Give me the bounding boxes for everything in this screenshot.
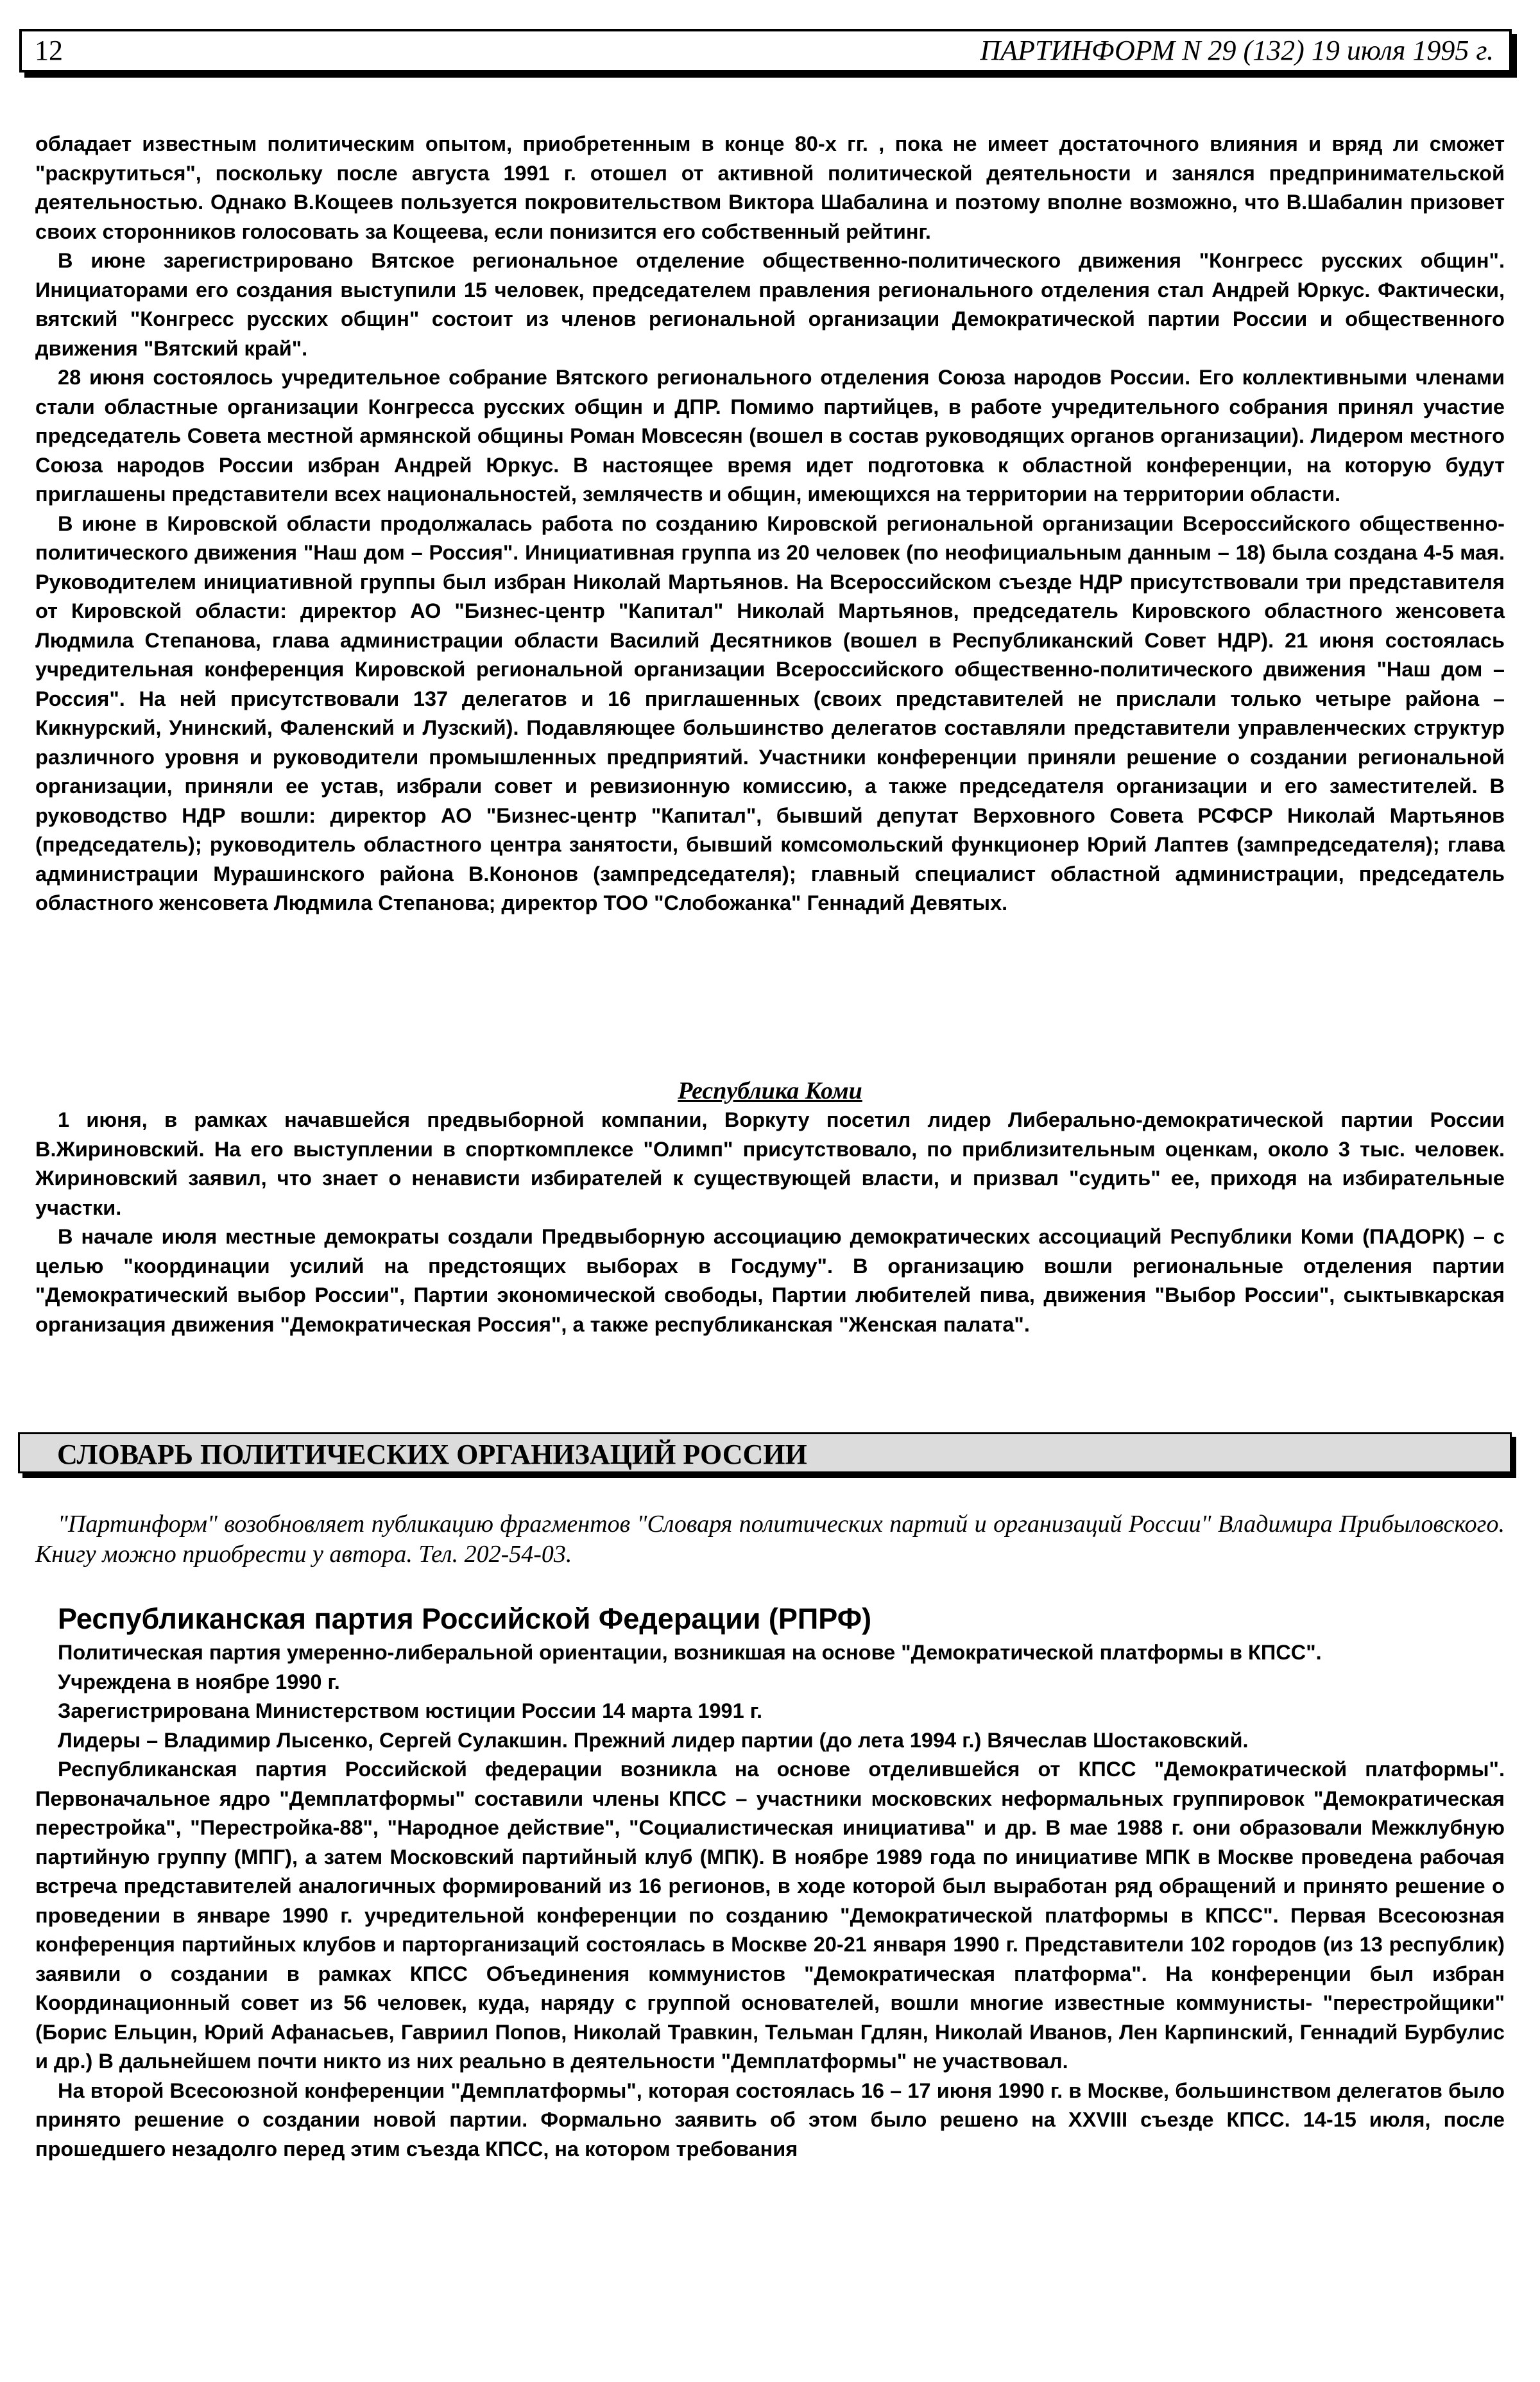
paragraph: обладает известным политическим опытом, приобретенным в конце 80-х гг. , пока не имеет достаточного влияния и вряд ли сможет "раскрутиться", поскольку после августа 1991 г. отошел от активной политической деятельности и занялся предпринимательской деятельностью. Однако В.Кощеев пользуется покровительством Виктора Шабалина и поэтому вполне возможно, что В.Шабалин призовет своих сторонников голосовать за Кощеева, если понизится его собственный рейтинг. (35, 132, 1505, 243)
paragraph: В июне зарегистрировано Вятское региональное отделение общественно-политического движения "Конгресс русских общин". Инициаторами его создания выступили 15 человек, председателем правления регионального отделения стал Андрей Юркус. Фактически, вятский "Конгресс русских общин" состоит из членов региональной организации Демократической партии России и общественного движения "Вятский край". (35, 249, 1505, 360)
paragraph: Лидеры – Владимир Лысенко, Сергей Сулакшин. Прежний лидер партии (до лета 1994 г.) Вячеслав Шостаковский. (58, 1728, 1249, 1752)
dictionary-entry (35, 1638, 1505, 2164)
article-kirov (35, 130, 1505, 918)
publication-title: ПАРТИНФОРМ N 29 (132) 19 июля 1995 г. (980, 35, 1494, 66)
page-header (19, 29, 1512, 73)
article-komi (35, 1106, 1505, 1339)
paragraph: Учреждена в ноябре 1990 г. (58, 1670, 340, 1693)
paragraph: Политическая партия умеренно-либеральной ориентации, возникшая на основе "Демократической платформы в КПСС". (58, 1641, 1322, 1664)
paragraph: Республиканская партия Российской федерации возникла на основе отделившейся от КПСС "Демократической платформы". Первоначальное ядро "Демплатформы" составили члены КПСС – участники московских неформальных группировок "Демократическая перестройка", "Перестройка-88", "Народное действие", "Социалистическая инициатива" и др. В мае 1988 г. они образовали Межклубную партийную группу (МПГ), а затем Московский партийный клуб (МПК). В ноябре 1989 года по инициативе МПК в Москве проведена рабочая встреча представителей аналогичных формирований из 16 регионов, в ходе которой был выработан ряд обращений и принято решение о проведении в январе 1990 г. учредительной конференции по созданию "Демократической платформы в КПСС". Первая Всесоюзная конференция партийных клубов и парторганизаций состоялась в Москве 20-21 января 1990 г. Представители 102 городов (из 13 республик) заявили о создании в рамках КПСС Объединения коммунистов "Демократическая платформа". На конференции был избран Координационный совет из 56 человек, куда, наряду с группой основателей, вошли многие известные коммунисты- "перестройщики" (Борис Ельцин, Юрий Афанасьев, Гавриил Попов, Николай Травкин, Тельман Гдлян, Николай Иванов, Лен Карпинский, Геннадий Бурбулис и др.) В дальнейшем почти никто из них реально в деятельности "Демплатформы" не участвовал. (35, 1758, 1505, 2073)
paragraph: 1 июня, в рамках начавшейся предвыборной компании, Воркуту посетил лидер Либерально-демократической партии России В.Жириновский. На его выступлении в спорткомплексе "Олимп" присутствовало, по приблизительным оценкам, около 3 тыс. человек. Жириновский заявил, что знает о ненависти избирателей к существующей власти, и призвал "судить" ее, приходя на избирательные участки. (35, 1108, 1505, 1219)
paragraph: В июне в Кировской области продолжалась работа по созданию Кировской региональной организации Всероссийского общественно-политического движения "Наш дом – Россия". Инициативная группа из 20 человек (по неофициальным данным – 18) была создана 4-5 мая. Руководителем инициативной группы был избран Николай Мартьянов. На Всероссийском съезде НДР присутствовали три представителя от Кировской области: директор АО "Бизнес-центр "Капитал" Николай Мартьянов, председатель Кировского областного женсовета Людмила Степанова, глава администрации области Василий Десятников (вошел в Республиканский Совет НДР). 21 июня состоялась учредительная конференция Кировской региональной организации Всероссийского общественно-политического движения "Наш дом – Россия". На ней присутствовали 137 делегатов и 16 приглашенных (своих представителей не прислали только четыре района – Кикнурский, Унинский, Фаленский и Лузский). Подавляющее большинство делегатов составляли представители управленческих структур различного уровня и руководители промышленных предприятий. Участники конференции приняли решение о создании региональной организации, приняли ее устав, избрали совет и ревизионную комиссию, а также председателя организации и его заместителей. В руководство НДР вошли: директор АО "Бизнес-центр "Капитал", бывший депутат Верховного Совета РСФСР Николай Мартьянов (председатель); руководитель областного центра занятости, бывший комсомольский функционер Юрий Лаптев (зампредседателя); глава администрации Мурашинского района В.Кононов (зампредседателя); главный специалист областной администрации, председатель областного женсовета Людмила Степанова; директор ТОО "Слобожанка" Геннадий Девятых. (35, 511, 1505, 914)
paragraph: На второй Всесоюзной конференции "Демплатформы", которая состоялась 16 – 17 июня 1990 г. в Москве, большинством делегатов было принято решение о создании новой партии. Формально заявить об этом было решено на XXVIII съезде КПСС. 14-15 июля, после прошедшего незадолго перед этим съезда КПСС, на котором требования (35, 2078, 1505, 2161)
paragraph: В начале июля местные демократы создали Предвыборную ассоциацию демократических ассоциаций Республики Коми (ПАДОРК) – с целью "координации усилий на предстоящих выборах в Госдуму". В организацию вошли региональные отделения партии "Демократический выбор России", Партии экономической свободы, Партии любителей пива, движения "Выбор России", сыктывкарская организация движения "Демократическая Россия", а также республиканская "Женская палата". (35, 1225, 1505, 1336)
dictionary-intro: "Партинформ" возобновляет публикацию фрагментов "Словаря политических партий и организаций России" Владимира Прибыловского. Книгу можно приобрести у автора. Тел. 202-54-03. (35, 1511, 1505, 1568)
region-heading-komi: Республика Коми (678, 1077, 862, 1104)
entry-title: Республиканская партия Российской Федерации (РПРФ) (58, 1602, 872, 1635)
paragraph: Зарегистрирована Министерством юстиции России 14 марта 1991 г. (58, 1699, 763, 1722)
section-heading-dictionary: СЛОВАРЬ ПОЛИТИЧЕСКИХ ОРГАНИЗАЦИЙ РОССИИ (18, 1432, 1512, 1473)
page-number: 12 (35, 35, 63, 66)
paragraph: 28 июня состоялось учредительное собрание Вятского регионального отделения Союза народов России. Его коллективными членами стали областные организации Конгресса русских общин и ДПР. Помимо партийцев, в работе учредительного собрания принял участие председатель Совета местной армянской общины Роман Мовсесян (вошел в состав руководящих органов организации). Лидером местного Союза народов России избран Андрей Юркус. В настоящее время идет подготовка к областной конференции, на которую будут приглашены представители всех национальностей, землячеств и общин, имеющихся на территории на территории области. (35, 366, 1505, 506)
